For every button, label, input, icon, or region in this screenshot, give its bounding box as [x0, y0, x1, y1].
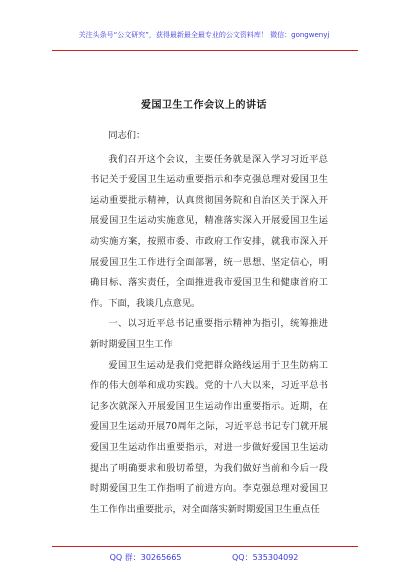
- footer-divider: [52, 546, 358, 547]
- footer-qq: QQ：535304092: [232, 553, 299, 562]
- header-divider: [52, 50, 358, 51]
- header-promo-text: 关注头条号“公文研究”，获得最新最全最专业的公文资料库！ 微信：gongwenyj: [78, 31, 330, 39]
- footer-qq-group: QQ 群：30265665: [109, 553, 182, 562]
- salutation: 同志们：: [108, 130, 146, 141]
- footer-contact: [0, 552, 408, 563]
- document-title: 爱国卫生工作会议上的讲话: [141, 100, 267, 111]
- document-body: [90, 126, 328, 520]
- paragraph: 我们召开这个会议，主要任务就是深入学习习近平总书记关于爱国卫生运动重要指示和李克强总理对爱国卫生运动重要批示精神，认真贯彻国务院和自治区关于深入开展爱国卫生运动实施意见，精准落实深入开展爱国卫生运动实施方案，按照市委、市政府工作安排，就我市深入开展爱国卫生工作进行全面部署，统一思想、坚定信心，明确目标、落实责任，全面推进我市爱国卫生和健康首府工作。下面，我谈几点意见。: [90, 153, 328, 309]
- section-heading: 一、以习近平总书记重要指示精神为指引，统筹推进新时期爱国卫生工作: [90, 318, 328, 350]
- paragraph: 爱国卫生运动是我们党把群众路线运用于卫生防病工作的伟大创举和成功实践。党的十八大以来，习近平总书记多次就深入开展爱国卫生运动作出重要指示。近期，在爱国卫生运动开展70周年之际，习近平总书记专门就开展爱国卫生运动作出重要指示，对进一步做好爱国卫生运动提出了明确要求和殷切希望，为我们做好当前和今后一段时期爱国卫生工作指明了前进方向。李克强总理对爱国卫生工作作出重要批示，对全面落实新时期爱国卫生重点任: [90, 359, 328, 515]
